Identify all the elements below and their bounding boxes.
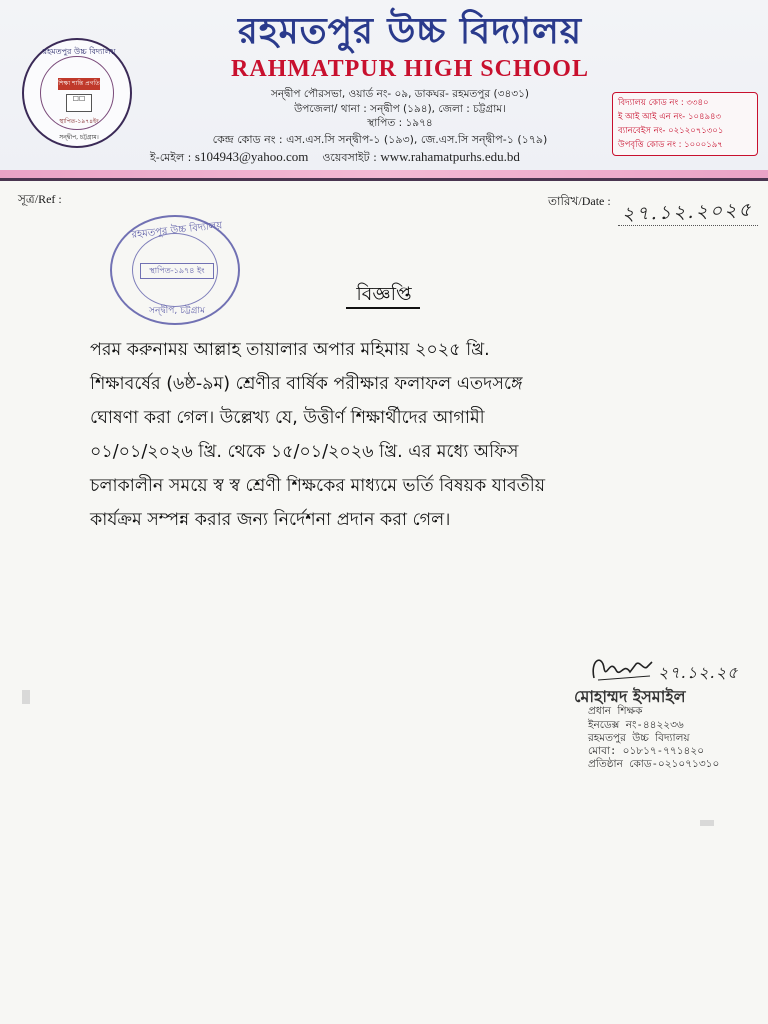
school-logo xyxy=(22,38,132,148)
seal-bottom-text: সন্দ্বীপ, চট্টগ্রাম xyxy=(149,306,205,316)
notice-line: পরম করুনাময় আল্লাহ তায়ালার অপার মহিমায় ২০২৫ খ্রি. xyxy=(90,340,490,360)
school-name-bangla: রহমতপুর উচ্চ বিদ্যালয় xyxy=(237,10,583,52)
notice-title: বিজ্ঞপ্তি xyxy=(356,283,412,305)
notice-line: কার্যক্রম সম্পন্ন করার জন্য নির্দেশনা প্রদান করা গেল। xyxy=(90,510,451,530)
signatory-institution-code: প্রতিষ্ঠান কোড-০২১০৭১৩১০ xyxy=(588,758,720,770)
email-value: s104943@yahoo.com xyxy=(194,149,309,164)
centre-codes: কেন্দ্র কোড নং : এস.এস.সি সন্দ্বীপ-১ (১৯৩), জে.এস.সি সন্দ্বীপ-১ (১৭৯) xyxy=(212,133,548,146)
reference-label: সূত্র/Ref : xyxy=(18,192,62,206)
address-line-2: উপজেলা/ থানা : সন্দ্বীপ (১৯৪), জেলা : চট্টগ্রাম। xyxy=(294,103,506,115)
contact-line xyxy=(150,149,630,168)
email-label: ই-মেইল : xyxy=(150,151,192,164)
address-line-1: সন্দ্বীপ পৌরসভা, ওয়ার্ড নং- ০৯, ডাকঘর- রহমতপুর (৩৪৩১) xyxy=(270,88,530,100)
signatory-name: মোহাম্মদ ইসমাইল xyxy=(574,687,686,706)
website-label: ওয়েবসাইট : xyxy=(322,151,377,164)
notice-body xyxy=(90,333,690,537)
signatory-school: রহমতপুর উচ্চ বিদ্যালয় xyxy=(588,732,690,744)
notice-line: শিক্ষাবর্ষের (৬ষ্ঠ-৯ম) শ্রেণীর বার্ষিক পরীক্ষার ফলাফল এতদসঙ্গে xyxy=(90,374,523,394)
scan-mark xyxy=(22,690,30,704)
school-name-english: RAHMATPUR HIGH SCHOOL xyxy=(231,56,589,82)
code-line: উপবৃত্তি কোড নং : ১০০০১৯৭ xyxy=(618,140,723,150)
notice-line: চলাকালীন সময়ে স্ব স্ব শ্রেণী শিক্ষকের মাধ্যমে ভর্তি বিষয়ক যাবতীয় xyxy=(90,476,546,496)
signatory-mobile: মোবা: ০১৮১৭-৭৭১৪২০ xyxy=(588,745,705,757)
logo-motto: শিক্ষা শান্তি প্রগতি xyxy=(58,78,100,90)
seal-top-text: রহমতপুর উচ্চ বিদ্যালয় xyxy=(131,220,223,241)
signature-scribble xyxy=(588,650,658,686)
code-line: বিদ্যালয় কোড নং : ৩৩৪০ xyxy=(618,98,709,108)
date-value: ২৭.১২.২০২৫ xyxy=(621,198,754,226)
established-year: স্থাপিত : ১৯৭৪ xyxy=(367,117,433,129)
code-line: ই আই আই এন নং- ১০৪৯৪৩ xyxy=(618,112,722,122)
code-line: ব্যানবেইস নং- ০২১২০৭১৩০১ xyxy=(618,126,724,136)
scan-mark xyxy=(700,820,714,826)
logo-established: স্থাপিত-১৯৭৪ইং xyxy=(59,118,99,125)
notice-title-underline xyxy=(346,307,420,309)
signature-date: ২৭.১২.২৫ xyxy=(658,663,739,682)
signatory-index-no: ইনডেক্স নং-৪৪২২৩৬ xyxy=(588,719,684,731)
date-label: তারিখ/Date : xyxy=(548,194,611,208)
logo-ring-text: রহমতপুর উচ্চ বিদ্যালয় xyxy=(42,47,116,56)
notice-line: ঘোষণা করা গেল। উল্লেখ্য যে, উত্তীর্ণ শিক্ষার্থীদের আগামী xyxy=(90,408,485,428)
signatory-designation: প্রধান শিক্ষক xyxy=(588,705,643,717)
letterhead-band xyxy=(0,170,768,178)
notice-line: ০১/০১/২০২৬ খ্রি. থেকে ১৫/০১/২০২৬ খ্রি. এর মধ্যে অফিস xyxy=(90,442,519,462)
seal-middle-text: স্থাপিত-১৯৭৪ ইং xyxy=(140,263,214,279)
letterhead xyxy=(0,0,768,180)
school-seal xyxy=(110,215,240,325)
book-icon: ☐☐ xyxy=(66,94,92,112)
logo-place: সন্দ্বীপ, চট্টগ্রাম। xyxy=(59,134,99,141)
date-dotted-line xyxy=(618,225,758,227)
website-value: www.rahamatpurhs.edu.bd xyxy=(380,149,520,164)
school-codes-box xyxy=(612,92,758,156)
letterhead-rule xyxy=(0,178,768,181)
